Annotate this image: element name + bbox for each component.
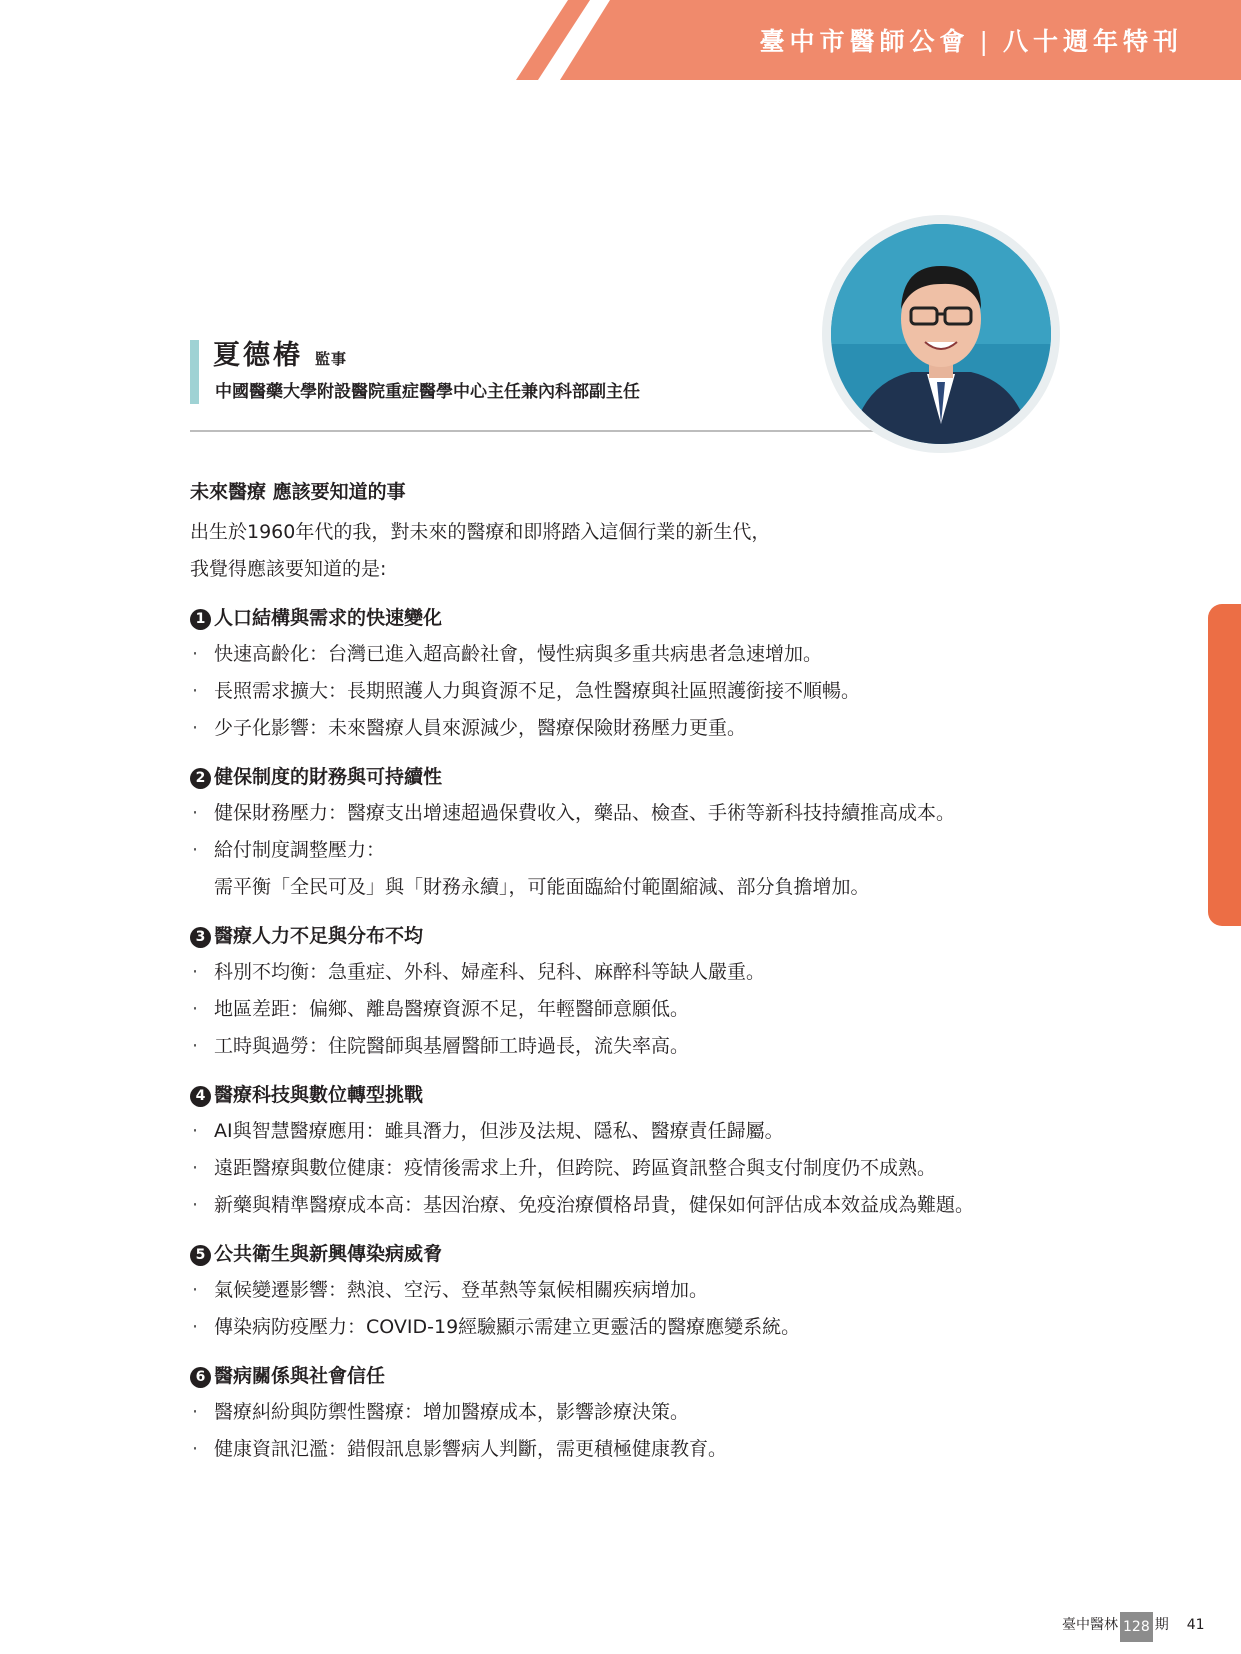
section-title — [190, 1236, 1090, 1272]
intro-line: 出生於1960年代的我，對未來的醫療和即將踏入這個行業的新生代， — [190, 521, 771, 543]
section-2 — [190, 759, 1090, 906]
portrait-photo — [822, 215, 1060, 453]
header-separator: | — [979, 27, 993, 56]
bullet-item: · 少子化影響：未來醫療人員來源減少，醫療保險財務壓力更重。 — [190, 710, 1090, 747]
section-title-text: 健保制度的財務與可持續性 — [214, 766, 443, 788]
bullet-continuation: 需平衡「全民可及」與「財務永續」，可能面臨給付範圍縮減、部分負擔增加。 — [214, 876, 870, 898]
section-number-icon: 4 — [190, 1086, 211, 1107]
header-edition: 八十週年特刊 — [1002, 27, 1183, 56]
section-title-text: 醫療科技與數位轉型挑戰 — [214, 1084, 424, 1106]
section-4 — [190, 1077, 1090, 1224]
header-org: 臺中市醫師公會 — [759, 27, 970, 56]
profile-name: 夏德椿 — [213, 340, 303, 371]
bullet-item: · 科別不均衡：急重症、外科、婦產科、兒科、麻醉科等缺人嚴重。 — [190, 954, 1090, 991]
section-title-text: 公共衛生與新興傳染病威脅 — [214, 1243, 443, 1265]
article-title: 未來醫療 應該要知道的事 — [190, 481, 406, 503]
profile-role: 監事 — [315, 350, 348, 368]
section-number-icon: 5 — [190, 1245, 211, 1266]
page-footer — [1062, 1612, 1205, 1638]
bullet-item: · 遠距醫療與數位健康：疫情後需求上升，但跨院、跨區資訊整合與支付制度仍不成熟。 — [190, 1150, 1090, 1187]
section-1 — [190, 600, 1090, 747]
article-intro — [190, 514, 1090, 588]
header-title — [760, 22, 1183, 62]
profile-affiliation: 中國醫藥大學附設醫院重症醫學中心主任兼內科部副主任 — [215, 382, 640, 402]
section-title — [190, 759, 1090, 795]
section-title-text: 人口結構與需求的快速變化 — [214, 607, 443, 629]
bullet-item: · 傳染病防疫壓力：COVID-19經驗顯示需建立更靈活的醫療應變系統。 — [190, 1309, 1090, 1346]
bullet-item: · 氣候變遷影響：熱浪、空污、登革熱等氣候相關疾病增加。 — [190, 1272, 1090, 1309]
bullet-item: · AI與智慧醫療應用：雖具潛力，但涉及法規、隱私、醫療責任歸屬。 — [190, 1113, 1090, 1150]
bullet-item: · 長照需求擴大：長期照護人力與資源不足，急性醫療與社區照護銜接不順暢。 — [190, 673, 1090, 710]
section-number-icon: 6 — [190, 1367, 211, 1388]
section-title — [190, 600, 1090, 636]
section-number-icon: 2 — [190, 768, 211, 789]
bullet-item: · 健康資訊氾濫：錯假訊息影響病人判斷，需更積極健康教育。 — [190, 1431, 1090, 1468]
section-3 — [190, 918, 1090, 1065]
bullet-item: · 新藥與精準醫療成本高：基因治療、免疫治療價格昂貴，健保如何評估成本效益成為難題。 — [190, 1187, 1090, 1224]
section-number-icon: 1 — [190, 609, 211, 630]
page-number: 41 — [1186, 1617, 1205, 1633]
name-accent-bar — [190, 340, 199, 404]
section-title — [190, 1077, 1090, 1113]
footer-issue-suffix: 期 — [1154, 1617, 1169, 1633]
side-tab — [1208, 604, 1241, 926]
bullet-item: · 工時與過勞：住院醫師與基層醫師工時過長，流失率高。 — [190, 1028, 1090, 1065]
bullet-item: · 地區差距：偏鄉、離島醫療資源不足，年輕醫師意願低。 — [190, 991, 1090, 1028]
bullet-item: · 快速高齡化：台灣已進入超高齡社會，慢性病與多重共病患者急速增加。 — [190, 636, 1090, 673]
section-title — [190, 918, 1090, 954]
portrait-image — [831, 224, 1051, 444]
footer-issue: 128 — [1120, 1612, 1153, 1642]
bullet-item: · 健保財務壓力：醫療支出增速超過保費收入，藥品、檢查、手術等新科技持續推高成本。 — [190, 795, 1090, 832]
bullet-item: · 給付制度調整壓力： — [190, 832, 1090, 869]
intro-line: 我覺得應該要知道的是: — [190, 558, 387, 580]
section-number-icon: 3 — [190, 927, 211, 948]
footer-magazine: 臺中醫林 — [1062, 1617, 1118, 1633]
section-title — [190, 1358, 1090, 1394]
section-title-text: 醫病關係與社會信任 — [214, 1365, 386, 1387]
section-5 — [190, 1236, 1090, 1346]
profile-name-line — [213, 336, 347, 379]
profile-divider — [190, 430, 884, 432]
bullet-item: · 醫療糾紛與防禦性醫療：增加醫療成本，影響診療決策。 — [190, 1394, 1090, 1431]
section-title-text: 醫療人力不足與分布不均 — [214, 925, 424, 947]
section-6 — [190, 1358, 1090, 1468]
article — [190, 474, 1090, 1468]
